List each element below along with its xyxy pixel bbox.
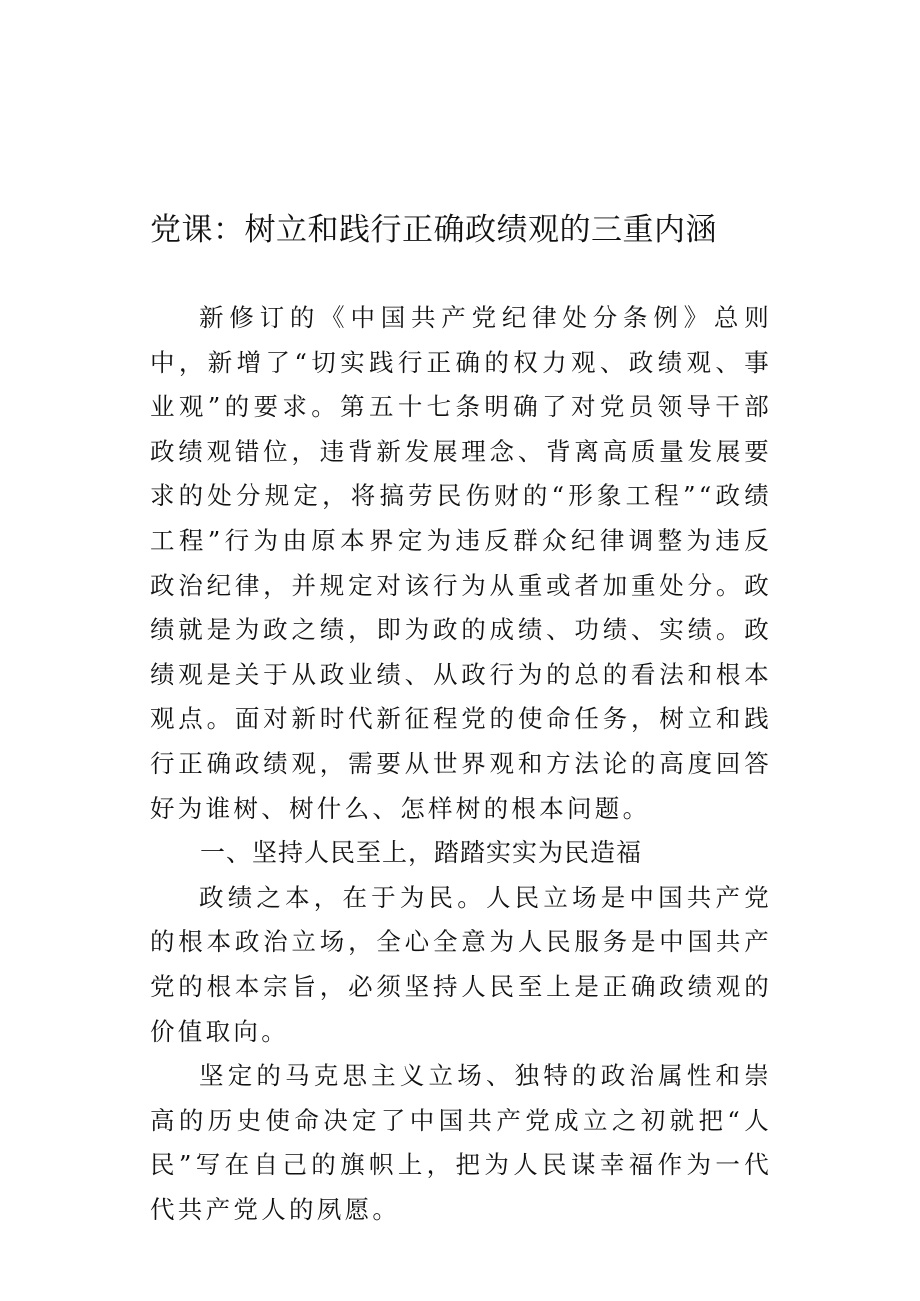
intro-paragraph: 新修订的《中国共产党纪律处分条例》总则中，新增了“切实践行正确的权力观、政绩观、事业观”的要求。第五十七条明确了对党员领导干部政绩观错位，违背新发展理念、背离高质量发展要求的处分规定，将搞劳民伤财的“形象工程”“政绩工程”行为由原本界定为违反群众纪律调整为违反政治纪律，并规定对该行为从重或者加重处分。政绩就是为政之绩，即为政的成绩、功绩、实绩。政绩观是关于从政业绩、从政行为的总的看法和根本观点。面对新时代新征程党的使命任务，树立和践行正确政绩观，需要从世界观和方法论的高度回答好为谁树、树什么、怎样树的根本问题。 xyxy=(150,303,772,823)
document-title: 党课：树立和践行正确政绩观的三重内涵 xyxy=(150,212,717,248)
section-paragraph-2: 坚定的马克思主义立场、独特的政治属性和崇高的历史使命决定了中国共产党成立之初就把“人民”写在自己的旗帜上，把为人民谋幸福作为一代代共产党人的夙愿。 xyxy=(150,1061,772,1224)
document-body xyxy=(150,296,772,1232)
section-heading: 一、坚持人民至上，踏踏实实为民造福 xyxy=(200,838,643,868)
section-paragraph-1: 政绩之本，在于为民。人民立场是中国共产党的根本政治立场，全心全意为人民服务是中国共产党的根本宗旨，必须坚持人民至上是正确政绩观的价值取向。 xyxy=(150,882,772,1046)
